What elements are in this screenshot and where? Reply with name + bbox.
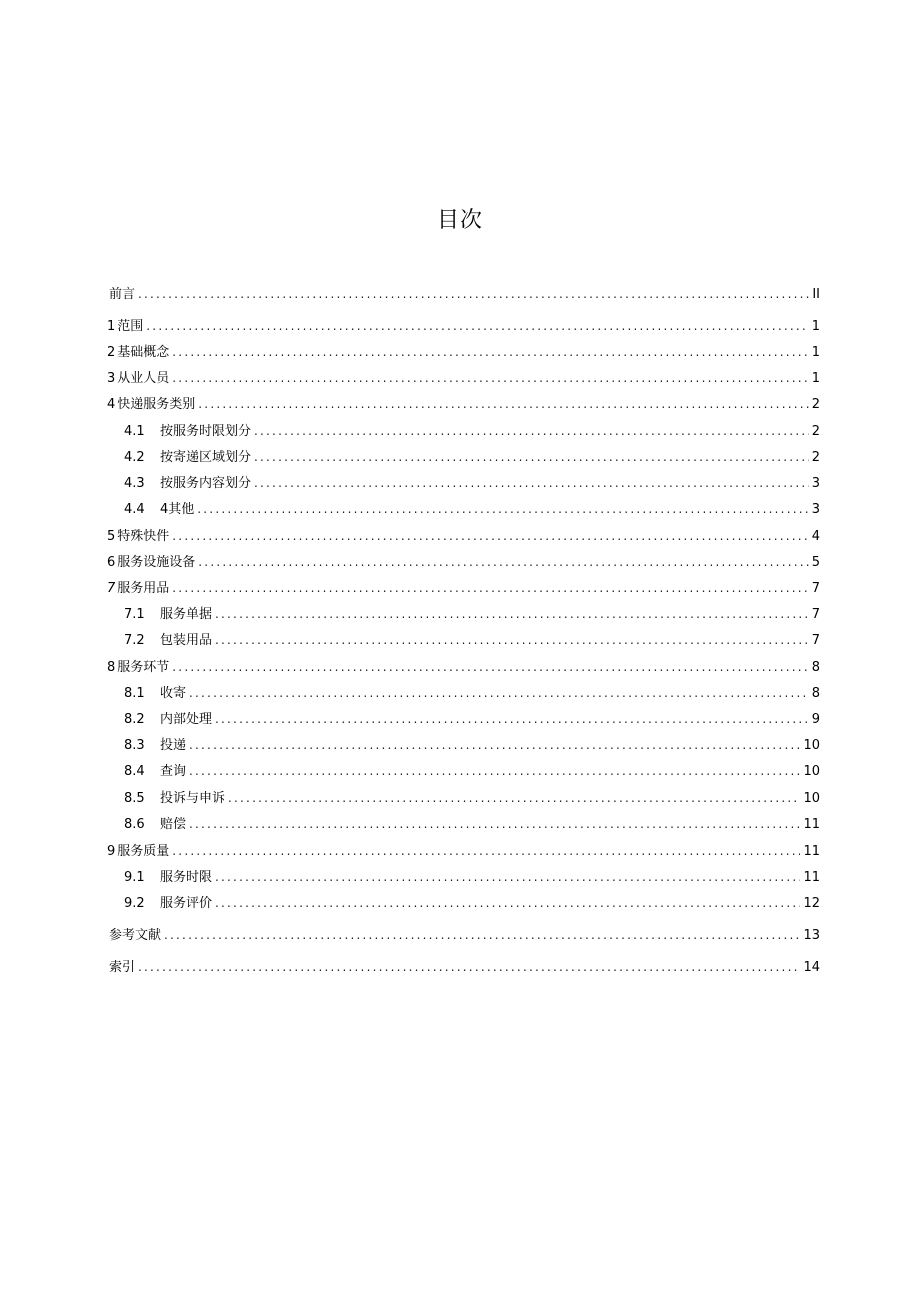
toc-leader-dots [215, 893, 800, 913]
toc-entry-label: 基础概念 [117, 345, 170, 360]
toc-leader-dots [254, 421, 809, 441]
toc-entry-foreword[interactable] [107, 284, 820, 304]
toc-entry-page: 8 [811, 686, 820, 701]
toc-entry-number: 8.1 [124, 686, 145, 701]
toc-leader-dots [172, 526, 808, 546]
toc-entry-8-2[interactable] [124, 709, 820, 729]
toc-entry-page: 10 [803, 764, 820, 779]
toc-entry-number: 9 [107, 844, 116, 859]
toc-leader-dots [198, 394, 808, 414]
toc-entry-page: 10 [803, 791, 820, 806]
toc-entry-number: 1 [107, 319, 116, 334]
toc-entry-number: 8.6 [124, 817, 145, 832]
toc-entry-references[interactable] [107, 925, 820, 945]
toc-entry-4-4[interactable] [124, 499, 820, 519]
toc-leader-dots [189, 761, 800, 781]
toc-entry-page: 1 [811, 319, 820, 334]
toc-leader-dots [172, 657, 808, 677]
toc-entry-number: 8.2 [124, 712, 145, 727]
toc-entry-label: 按服务内容划分 [160, 476, 252, 491]
toc-entry-label: 服务时限 [160, 870, 213, 885]
toc-entry-label: 参考文献 [109, 928, 162, 943]
toc-entry-page: 1 [811, 345, 820, 360]
toc-entry-page: 11 [803, 817, 820, 832]
toc-entry-number: 5 [107, 529, 116, 544]
toc-entry-page: 2 [811, 450, 820, 465]
toc-entry-page: 1 [811, 371, 820, 386]
toc-entry-4[interactable] [107, 394, 820, 414]
toc-entry-label: 投递 [160, 738, 187, 753]
toc-leader-dots [228, 788, 800, 808]
toc-entry-8-5[interactable] [124, 788, 820, 808]
toc-entry-number: 4.3 [124, 476, 145, 491]
toc-leader-dots [189, 683, 809, 703]
toc-leader-dots [172, 841, 800, 861]
toc-entry-label: 4其他 [160, 502, 195, 517]
toc-entry-4-2[interactable] [124, 447, 820, 467]
toc-entry-number: 6 [107, 555, 116, 570]
toc-entry-number: 9.1 [124, 870, 145, 885]
toc-entry-label: 按服务时限划分 [160, 424, 252, 439]
toc-entry-page: 13 [803, 928, 820, 943]
toc-entry-page: 9 [811, 712, 820, 727]
toc-entry-label: 特殊快件 [117, 529, 170, 544]
toc-entry-page: 7 [811, 633, 820, 648]
toc-leader-dots [254, 473, 809, 493]
toc-entry-4-3[interactable] [124, 473, 820, 493]
toc-entry-page: 12 [803, 896, 820, 911]
toc-entry-page: 2 [811, 424, 820, 439]
toc-entry-9-1[interactable] [124, 867, 820, 887]
toc-entry-page: 4 [811, 529, 820, 544]
toc-entry-label: 从业人员 [117, 371, 170, 386]
toc-entry-number: 9.2 [124, 896, 145, 911]
toc-entry-2[interactable] [107, 342, 820, 362]
toc-leader-dots [138, 957, 800, 977]
toc-entry-8-1[interactable] [124, 683, 820, 703]
toc-entry-page: II [812, 287, 820, 302]
toc-leader-dots [189, 735, 800, 755]
toc-entry-number: 7.2 [124, 633, 145, 648]
toc-entry-number: 8.3 [124, 738, 145, 753]
toc-entry-label: 快递服务类别 [117, 397, 196, 412]
toc-leader-dots [172, 368, 808, 388]
toc-entry-label: 服务环节 [117, 660, 170, 675]
toc-entry-label: 赔偿 [160, 817, 187, 832]
toc-entry-7-2[interactable] [124, 630, 820, 650]
toc-entry-page: 10 [803, 738, 820, 753]
toc-entry-label: 包装用品 [160, 633, 213, 648]
toc-entry-1[interactable] [107, 316, 820, 336]
toc-entry-8-6[interactable] [124, 814, 820, 834]
toc-leader-dots [215, 604, 809, 624]
toc-leader-dots [189, 814, 800, 834]
toc-entry-label: 收寄 [160, 686, 187, 701]
toc-entry-number: 7 [107, 581, 116, 596]
toc-entry-number: 8 [107, 660, 116, 675]
toc-entry-label: 服务设施设备 [117, 555, 196, 570]
toc-entry-8-3[interactable] [124, 735, 820, 755]
toc-entry-label: 索引 [109, 960, 136, 975]
toc-entry-label: 查询 [160, 764, 187, 779]
toc-entry-6[interactable] [107, 552, 820, 572]
toc-entry-number: 7.1 [124, 607, 145, 622]
toc-leader-dots [215, 630, 809, 650]
toc-entry-9-2[interactable] [124, 893, 820, 913]
toc-leader-dots [172, 578, 808, 598]
toc-entry-label: 内部处理 [160, 712, 213, 727]
toc-leader-dots [198, 552, 808, 572]
toc-entry-7-1[interactable] [124, 604, 820, 624]
page-title: 目次 [436, 208, 483, 233]
toc-entry-index[interactable] [107, 957, 820, 977]
toc-entry-label: 服务质量 [117, 844, 170, 859]
toc-entry-label: 服务评价 [160, 896, 213, 911]
toc-entry-page: 7 [811, 607, 820, 622]
toc-entry-9[interactable] [107, 841, 820, 861]
toc-leader-dots [138, 284, 809, 304]
toc-entry-label: 按寄递区域划分 [160, 450, 252, 465]
toc-leader-dots [197, 499, 808, 519]
toc-entry-page: 8 [811, 660, 820, 675]
toc-leader-dots [146, 316, 808, 336]
toc-entry-number: 3 [107, 371, 116, 386]
toc-entry-page: 11 [803, 870, 820, 885]
toc-entry-3[interactable] [107, 368, 820, 388]
toc-entry-label: 服务单据 [160, 607, 213, 622]
toc-entry-label: 服务用品 [117, 581, 170, 596]
toc-entry-number: 2 [107, 345, 116, 360]
toc-leader-dots [172, 342, 808, 362]
toc-entry-number: 8.4 [124, 764, 145, 779]
toc-leader-dots [164, 925, 800, 945]
toc-entry-page: 11 [803, 844, 820, 859]
toc-entry-page: 7 [811, 581, 820, 596]
toc-entry-number: 4.2 [124, 450, 145, 465]
toc-entry-page: 2 [811, 397, 820, 412]
toc-entry-5[interactable] [107, 526, 820, 546]
toc-entry-label: 范围 [117, 319, 144, 334]
toc-entry-number: 4.1 [124, 424, 145, 439]
toc-entry-page: 14 [803, 960, 820, 975]
toc-entry-7[interactable] [107, 578, 820, 598]
toc-entry-page: 3 [811, 476, 820, 491]
toc-entry-4-1[interactable] [124, 421, 820, 441]
toc-entry-label: 投诉与申诉 [160, 791, 226, 806]
toc-leader-dots [215, 709, 809, 729]
toc-entry-number: 4 [107, 397, 116, 412]
toc-entry-label: 前言 [109, 287, 136, 302]
toc-entry-page: 5 [811, 555, 820, 570]
toc-entry-number: 4.4 [124, 502, 145, 517]
toc-entry-page: 3 [811, 502, 820, 517]
toc-leader-dots [254, 447, 809, 467]
toc-leader-dots [215, 867, 800, 887]
toc-entry-8-4[interactable] [124, 761, 820, 781]
toc-entry-number: 8.5 [124, 791, 145, 806]
toc-entry-8[interactable] [107, 657, 820, 677]
